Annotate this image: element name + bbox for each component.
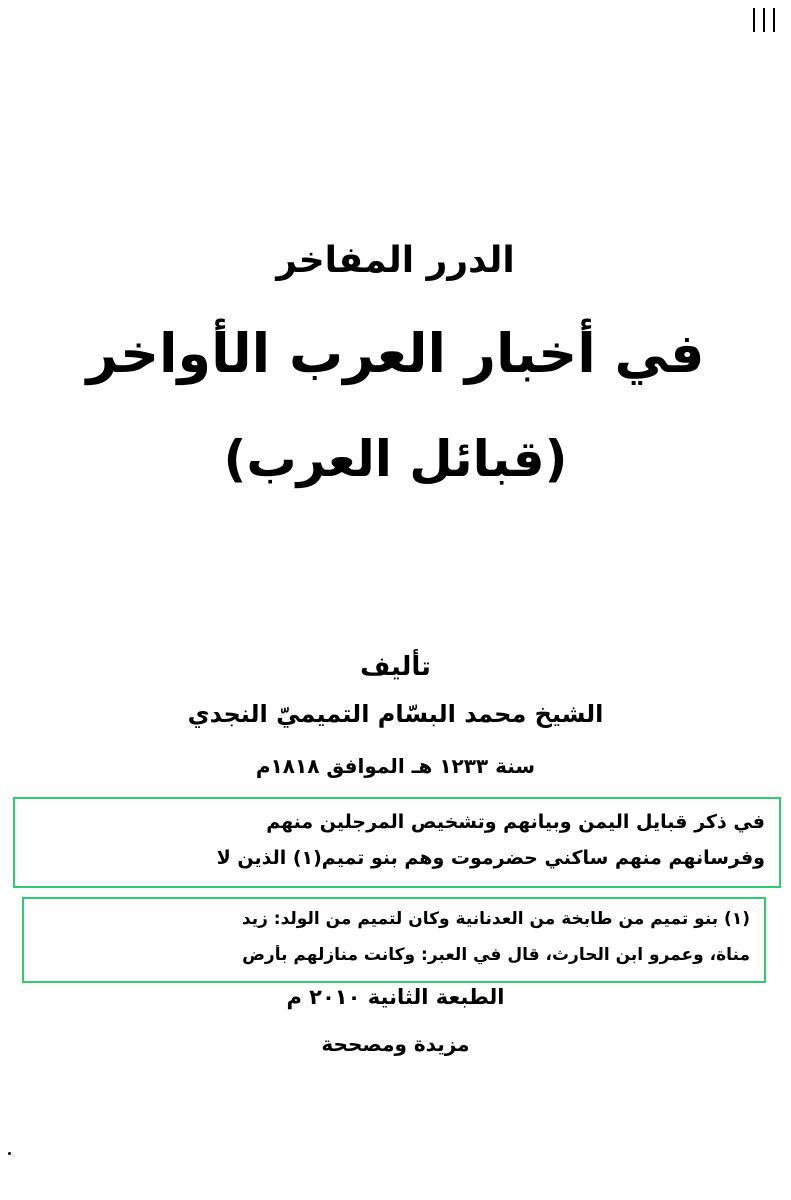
author-date: سنة ١٢٣٣ هـ الموافق ١٨١٨م — [255, 754, 536, 778]
corner-mark — [751, 8, 777, 32]
edition-note: مزيدة ومصححة — [321, 1032, 470, 1056]
footnote-line: مناة، وعمرو ابن الحارث، قال في العبر: وكانت منازلهم بأرض — [242, 945, 750, 965]
edition-label: الطبعة الثانية ٢٠١٠ م — [286, 985, 505, 1009]
body-text-line: في ذكر قبايل اليمن وبيانهم وتشخيص المرجلين منهم — [266, 811, 765, 833]
book-title-main: في أخبار العرب الأواخر — [86, 322, 705, 385]
footnote-line: (١) بنو تميم من طابخة من العدنانية وكان لتميم من الولد: زيد — [241, 909, 750, 929]
book-title-parenthetical: (قبائل العرب) — [223, 430, 568, 488]
scan-dot — [8, 1152, 11, 1155]
highlight-box-footnote — [22, 897, 766, 983]
author-name: الشيخ محمد البسّام التميميّ النجدي — [187, 700, 604, 728]
book-title-top: الدرر المفاخر — [276, 240, 515, 281]
body-text-line: وفرسانهم منهم ساكني حضرموت وهم بنو تميم(١) الذين لا — [216, 847, 765, 869]
authorship-label: تأليف — [360, 652, 431, 682]
highlight-box-body-text — [13, 797, 781, 888]
